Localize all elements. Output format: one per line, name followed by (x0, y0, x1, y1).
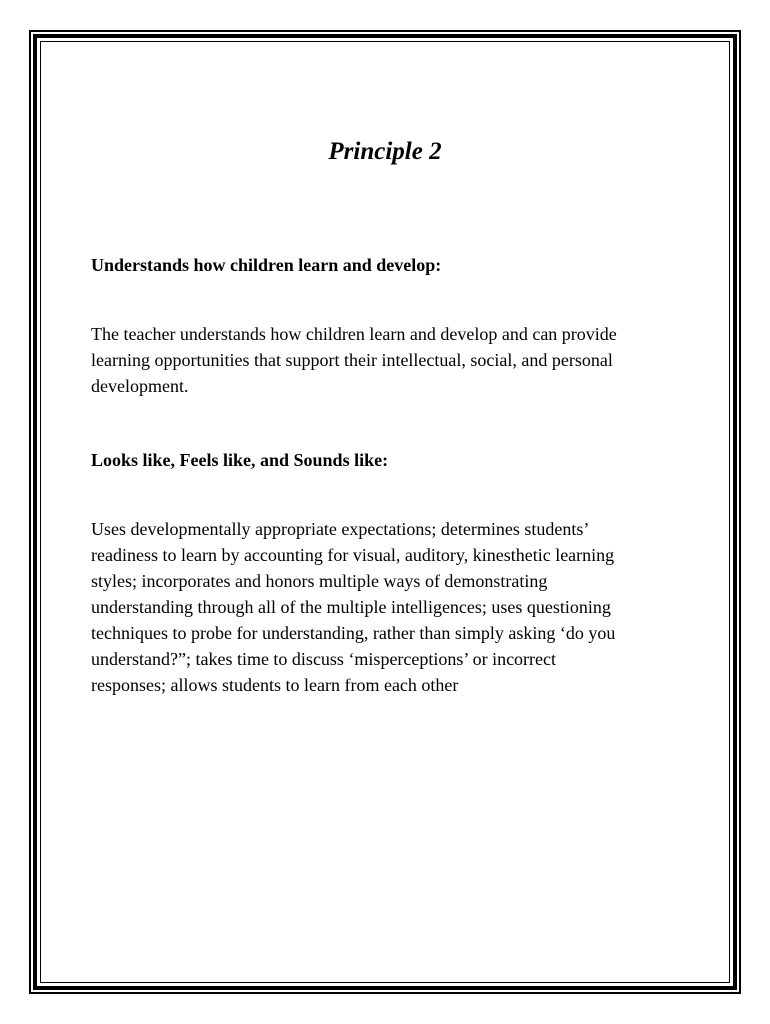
paragraph-line: responses; allows students to learn from each other (91, 675, 459, 695)
paragraph-line: understanding through all of the multiple intelligences; uses questioning (91, 597, 611, 617)
page-border-inner (40, 41, 730, 983)
paragraph-line: styles; incorporates and honors multiple ways of demonstrating (91, 571, 548, 591)
paragraph-line: learning opportunities that support their intellectual, social, and personal (91, 350, 613, 370)
section-heading-understands: Understands how children learn and develop: (91, 255, 442, 275)
section-heading-looks-like: Looks like, Feels like, and Sounds like: (91, 450, 389, 470)
paragraph-line: Uses developmentally appropriate expectations; determines students’ (91, 519, 590, 539)
paragraph-line: understand?”; takes time to discuss ‘misperceptions’ or incorrect (91, 649, 557, 669)
paragraph-line: The teacher understands how children learn and develop and can provide (91, 324, 617, 344)
paragraph-line: development. (91, 376, 189, 396)
paragraph-line: readiness to learn by accounting for visual, auditory, kinesthetic learning (91, 545, 615, 565)
page-title: Principle 2 (328, 138, 442, 165)
section-paragraph-understands (91, 321, 711, 399)
section-paragraph-looks-like (91, 516, 711, 698)
paragraph-line: techniques to probe for understanding, rather than simply asking ‘do you (91, 623, 616, 643)
